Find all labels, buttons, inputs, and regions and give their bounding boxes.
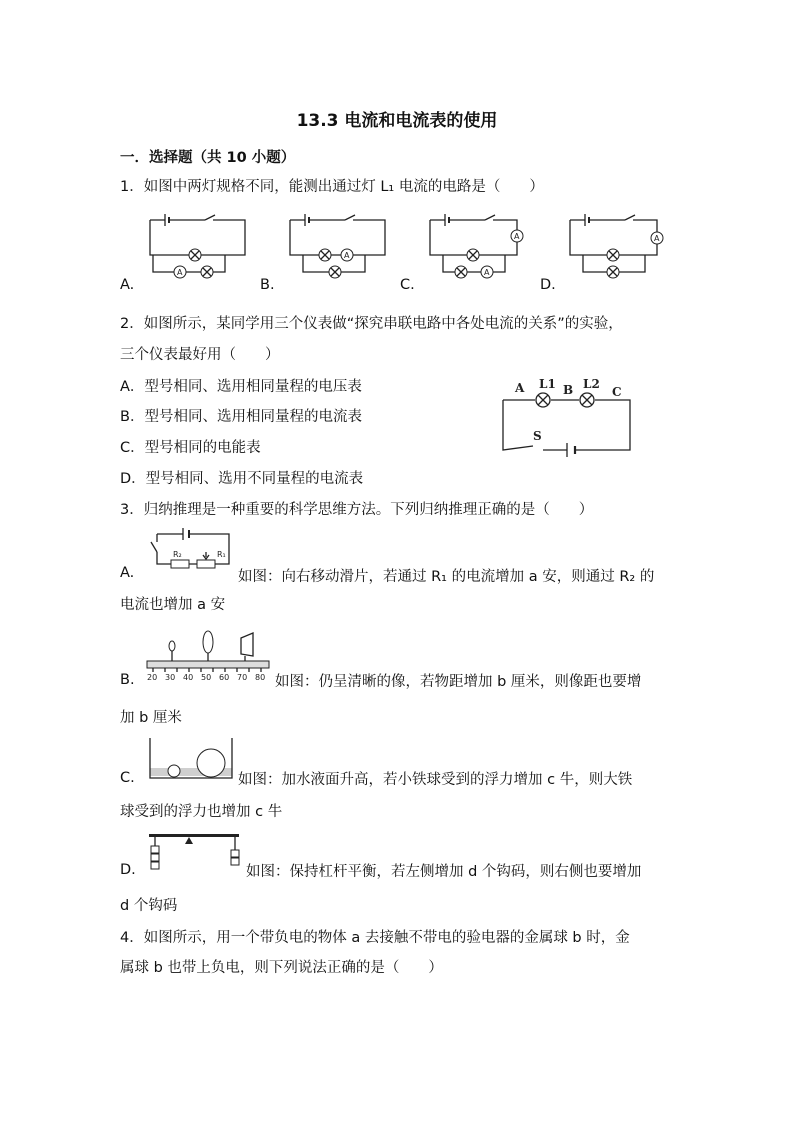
q3-option-b-label: B. [120, 672, 135, 688]
q3-option-c-text-line2: 球受到的浮力也增加 c 牛 [120, 804, 283, 820]
page-title: 13.3 电流和电流表的使用 [296, 111, 498, 131]
q1-circuit-c [425, 210, 535, 290]
q3-r2-label: R₂ [173, 550, 182, 559]
svg-text:30: 30 [165, 673, 176, 682]
q3-stem: 3．归纳推理是一种重要的科学思维方法。下列归纳推理正确的是（ ） [120, 502, 594, 518]
q3-option-d-label: D. [120, 862, 136, 878]
q1-circuit-b [285, 210, 395, 290]
svg-text:80: 80 [255, 673, 266, 682]
q3-option-a-label: A. [120, 565, 135, 581]
q3-option-b-optical-bench [145, 628, 273, 684]
q4-stem-line2: 属球 b 也带上负电，则下列说法正确的是（ ） [120, 960, 443, 976]
svg-text:60: 60 [219, 673, 230, 682]
q2-option-c: C．型号相同的电能表 [120, 440, 261, 456]
section-heading: 一．选择题（共 10 小题） [120, 150, 296, 166]
svg-text:40: 40 [183, 673, 194, 682]
svg-text:20: 20 [147, 673, 158, 682]
svg-text:70: 70 [237, 673, 248, 682]
q3-option-a-circuit [145, 524, 237, 580]
q3-ruler-ticks [147, 673, 265, 682]
q2-label-a: A [515, 381, 525, 395]
q1-option-b-label: B. [260, 277, 275, 293]
q2-option-a: A．型号相同、选用相同量程的电压表 [120, 379, 362, 395]
q3-option-d-text-line1: 如图：保持杠杆平衡，若左侧增加 d 个钩码，则右侧也要增加 [246, 864, 642, 880]
q3-option-a-text-line2: 电流也增加 a 安 [120, 597, 226, 613]
q3-option-c-water-tank [148, 738, 236, 782]
q1-circuit-d [565, 210, 675, 290]
svg-text:50: 50 [201, 673, 212, 682]
q2-label-c: C [612, 385, 622, 399]
q2-label-l1: L1 [539, 377, 556, 391]
q3-option-a-text-line1: 如图：向右移动滑片，若通过 R₁ 的电流增加 a 安，则通过 R₂ 的 [238, 569, 655, 585]
q3-option-d-lever [145, 828, 245, 874]
svg-text:A: A [177, 268, 183, 277]
q3-option-b-text-line2: 加 b 厘米 [120, 710, 182, 726]
svg-text:A: A [484, 268, 490, 277]
q2-stem-line1: 2．如图所示，某同学用三个仪表做“探究串联电路中各处电流的关系”的实验， [120, 316, 623, 332]
q4-stem-line1: 4．如图所示，用一个带负电的物体 a 去接触不带电的验电器的金属球 b 时，金 [120, 930, 630, 946]
q3-option-b-text-line1: 如图：仍呈清晰的像，若物距增加 b 厘米，则像距也要增 [275, 674, 642, 690]
q2-label-b: B [563, 383, 574, 397]
q3-option-c-label: C. [120, 770, 135, 786]
svg-text:A: A [654, 234, 660, 243]
q1-option-a-label: A. [120, 277, 135, 293]
svg-text:A: A [514, 232, 520, 241]
q1-stem: 1．如图中两灯规格不同，能测出通过灯 L₁ 电流的电路是（ ） [120, 179, 544, 195]
q3-option-c-text-line1: 如图：加水液面升高，若小铁球受到的浮力增加 c 牛，则大铁 [238, 772, 633, 788]
q1-option-d-label: D. [540, 277, 556, 293]
q2-label-l2: L2 [583, 377, 600, 391]
q2-stem-line2: 三个仪表最好用（ ） [120, 347, 280, 363]
svg-text:A: A [344, 251, 350, 260]
q3-option-d-text-line2: d 个钩码 [120, 898, 178, 914]
q1-circuit-a [145, 210, 255, 290]
q3-r1-label: R₁ [217, 550, 226, 559]
q1-option-c-label: C. [400, 277, 415, 293]
q2-label-s: S [533, 429, 542, 443]
q2-option-b: B．型号相同、选用相同量程的电流表 [120, 409, 362, 425]
q2-series-circuit [495, 378, 640, 456]
q2-option-d: D．型号相同、选用不同量程的电流表 [120, 471, 364, 487]
